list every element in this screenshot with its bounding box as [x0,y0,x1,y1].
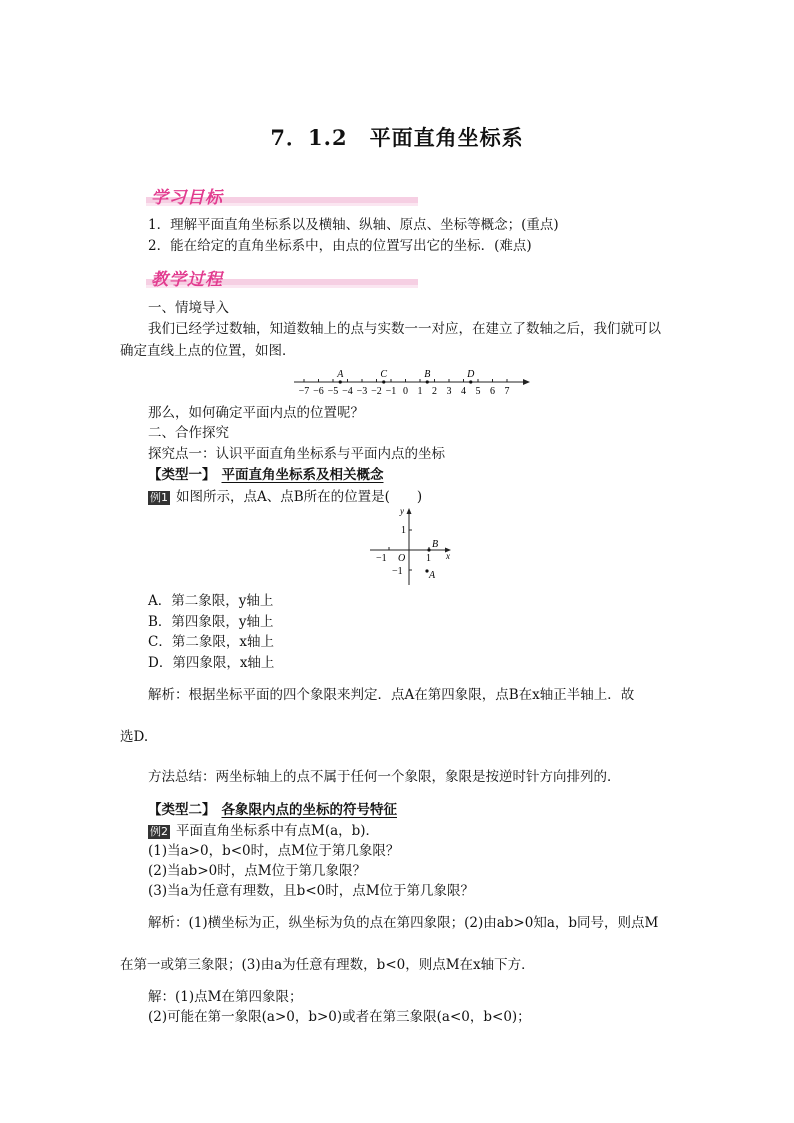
origin-label: O [398,553,406,564]
example-2-q3: (3)当a为任意有理数，且b<0时，点M位于第几象限？ [148,883,475,899]
type2-heading [148,801,397,819]
type1-analysis-line-1: 解析：根据坐标平面的四个象限来判定．点A在第四象限，点B在x轴正半轴上．故 [148,687,635,703]
type1-tag: 【类型一】 [148,467,216,483]
number-line-arrow [523,379,530,385]
explore-heading: 二、合作探究 [148,425,229,441]
intro-paragraph-line-1: 我们已经学过数轴，知道数轴上的点与实数一一对应，在建立了数轴之后，我们就可以 [148,321,661,337]
example-1 [148,488,422,506]
number-line-point [469,380,472,383]
type2-tag: 【类型二】 [148,802,216,818]
number-line-tick-label: 5 [475,386,481,397]
option-b: B．第四象限，y轴上 [148,614,274,630]
example-1-question: 如图所示，点A、点B所在的位置是( ) [176,489,423,505]
number-line-tick-label: −6 [313,386,324,397]
type2-analysis-line-1: 解析：(1)横坐标为正，纵坐标为负的点在第四象限；(2)由ab>0知a，b同号，则点M [148,915,659,931]
example-2-question: 平面直角坐标系中有点M(a，b)． [176,823,380,839]
number-line-tick-label: 7 [504,386,510,397]
number-line-point-label: B [424,369,431,380]
y-tick-neg-label: −1 [392,566,403,577]
x-tick-neg-label: −1 [376,553,387,564]
goal-1: 1．理解平面直角坐标系以及横轴、纵轴、原点、坐标等概念；(重点) [148,217,559,233]
number-line-tick-label: 3 [446,386,452,397]
y-tick-pos-label: 1 [401,525,406,536]
option-a: A．第二象限，y轴上 [148,593,274,609]
solution-line-2: (2)可能在第一象限(a>0，b>0)或者在第三象限(a<0，b<0)； [148,1009,531,1025]
number-line-tick-label: −2 [371,386,382,397]
type1-title: 平面直角坐标系及相关概念 [221,467,384,483]
goals-section-label: 学习目标 [151,188,223,208]
type2-analysis-line-2: 在第一或第三象限；(3)由a为任意有理数，b<0，则点M在x轴下方． [120,957,535,973]
number-line-tick-label: 2 [432,386,437,397]
y-axis-arrow [407,508,412,514]
process-section-label: 教学过程 [151,270,223,290]
number-line-tick-label: 0 [403,386,408,397]
number-line-tick-label: −1 [385,386,397,397]
x-axis-label: x [446,551,450,561]
type1-analysis-line-2: 选D. [120,729,149,745]
number-line-tick-label: 1 [417,386,423,397]
number-line-point-label: C [380,369,388,380]
number-line-point-label: A [337,369,344,380]
page-title: 7．1.2 平面直角坐标系 [270,125,524,150]
point-b-label: B [432,539,439,550]
type2-title: 各象限内点的坐标的符号特征 [221,802,397,818]
type1-heading [148,466,384,484]
intro-question: 那么，如何确定平面内点的位置呢？ [148,405,364,421]
solution-line-1: 解：(1)点M在第四象限； [148,989,303,1005]
example-1-tag: 例1 [150,491,168,504]
point-b [427,548,430,551]
number-line-tick-label: −3 [356,386,368,397]
number-line-point [339,380,342,383]
number-line-point [426,380,429,383]
goals-section-banner [146,183,418,208]
method-summary: 方法总结：两坐标轴上的点不属于任何一个象限，象限是按逆时针方向排列的． [148,769,621,785]
explore-point-1: 探究点一：认识平面直角坐标系与平面内点的坐标 [148,446,445,462]
process-section-banner [146,265,418,290]
example-2 [148,822,379,840]
number-line-tick-label: 6 [490,386,495,397]
example-2-tag: 例2 [150,825,168,838]
coordinate-figure [366,505,456,587]
number-line-tick-label: 4 [461,386,466,397]
number-line-point [382,380,385,383]
number-line-point-label: D [467,369,475,380]
option-c: C．第二象限，x轴上 [148,634,274,650]
option-d: D．第四象限，x轴上 [148,655,275,671]
number-line-tick-label: −5 [327,386,339,397]
y-axis-label: y [400,506,404,516]
x-tick-pos-label: 1 [426,553,431,564]
intro-paragraph-line-2: 确定直线上点的位置，如图． [120,343,296,359]
point-a-label: A [429,570,436,581]
example-2-q1: (1)当a>0，b<0时，点M位于第几象限？ [148,843,400,859]
goal-2: 2．能在给定的直角坐标系中，由点的位置写出它的坐标．(难点) [148,238,532,254]
number-line-tick-label: −7 [298,386,310,397]
number-line-tick-label: −4 [342,386,353,397]
example-2-q2: (2)当ab>0时，点M位于第几象限？ [148,863,367,879]
number-line-figure [290,362,540,398]
intro-heading: 一、情境导入 [148,300,229,316]
